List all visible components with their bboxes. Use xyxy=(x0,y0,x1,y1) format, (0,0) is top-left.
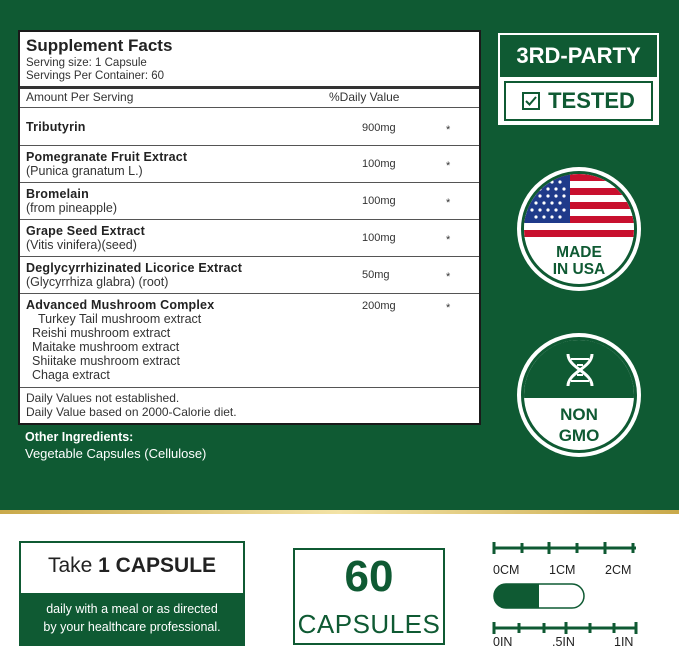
mushroom-item: Turkey Tail mushroom extract xyxy=(38,312,202,326)
ingredient-name: Advanced Mushroom Complex xyxy=(26,298,215,312)
table-row xyxy=(20,108,479,146)
ingredient-dv: * xyxy=(446,197,451,209)
check-icon xyxy=(522,92,540,110)
made-in-usa-text xyxy=(524,244,634,278)
facts-title: Supplement Facts xyxy=(26,36,173,55)
ingredient-name: Deglycyrrhizinated Licorice Extract xyxy=(26,261,243,275)
dosage-line: by your healthcare professional. xyxy=(43,620,221,634)
divider xyxy=(20,86,479,89)
footnote: Daily Value based on 2000-Calorie diet. xyxy=(26,405,237,419)
table-row xyxy=(20,294,479,388)
ingredient-source: (from pineapple) xyxy=(26,201,118,215)
ingredient-amount: 100mg xyxy=(362,158,396,170)
ingredient-source: (Vitis vinifera)(seed) xyxy=(26,238,137,252)
ingredient-name: Tributyrin xyxy=(26,120,86,134)
footnote: Daily Values not established. xyxy=(26,391,180,405)
third-party-label: 3RD-PARTY xyxy=(500,35,657,77)
dosage-heading xyxy=(21,554,243,578)
ingredient-name: Grape Seed Extract xyxy=(26,224,145,238)
table-row xyxy=(20,183,479,220)
other-ingredients-value: Vegetable Capsules (Cellulose) xyxy=(25,446,207,461)
made-label: MADE xyxy=(556,244,602,261)
capsule-size-scale xyxy=(490,540,650,651)
us-flag-icon xyxy=(524,174,634,238)
ingredient-amount: 100mg xyxy=(362,232,396,244)
other-ingredients-heading: Other Ingredients: xyxy=(25,430,134,444)
table-row xyxy=(20,146,479,183)
serving-size: Serving size: 1 Capsule xyxy=(26,57,147,69)
mushroom-item: Reishi mushroom extract xyxy=(32,326,171,340)
tested-label: TESTED xyxy=(548,88,635,113)
dna-icon xyxy=(560,350,600,390)
dosage-amount: 1 CAPSULE xyxy=(98,554,217,577)
ingredient-amount: 100mg xyxy=(362,195,396,207)
ingredient-amount: 900mg xyxy=(362,122,396,134)
ingredient-name: Pomegranate Fruit Extract xyxy=(26,150,188,164)
daily-value-header: %Daily Value xyxy=(329,90,400,104)
table-row xyxy=(20,220,479,257)
capsule-count: 60 xyxy=(344,552,394,601)
ingredient-source: (Punica granatum L.) xyxy=(26,164,143,178)
capsule-icon xyxy=(493,583,585,609)
ingredient-dv: * xyxy=(446,302,451,314)
ingredient-dv: * xyxy=(446,234,451,246)
third-party-tested-badge xyxy=(498,33,659,125)
dosage-prefix: Take xyxy=(47,554,93,577)
scale-label-in: 1IN xyxy=(614,635,634,649)
mushroom-item: Maitake mushroom extract xyxy=(32,340,180,354)
non-gmo-text xyxy=(524,404,634,446)
scale-label-cm: 2CM xyxy=(605,563,632,577)
scale-label-in: 0IN xyxy=(493,635,513,649)
mushroom-item: Chaga extract xyxy=(32,368,110,382)
scale-label-in: .5IN xyxy=(552,635,575,649)
badge-ring xyxy=(521,337,637,453)
ingredient-dv: * xyxy=(446,271,451,283)
capsule-label: CAPSULES xyxy=(297,609,441,639)
tested-box xyxy=(504,81,653,121)
ingredient-source: (Glycyrrhiza glabra) (root) xyxy=(26,275,169,289)
dosage-line: daily with a meal or as directed xyxy=(46,602,218,616)
supplement-facts-panel xyxy=(18,30,481,425)
mushroom-item: Shiitake mushroom extract xyxy=(32,354,180,368)
ingredient-dv: * xyxy=(446,160,451,172)
ingredient-amount: 50mg xyxy=(362,269,390,281)
non-gmo-badge xyxy=(517,333,641,457)
gmo-label: GMO xyxy=(558,426,600,445)
scale-label-cm: 1CM xyxy=(549,563,576,577)
dosage-instructions xyxy=(21,600,243,636)
badge-ring xyxy=(521,171,637,287)
dosage-box xyxy=(19,541,245,646)
divider xyxy=(20,387,479,388)
amount-per-serving-header: Amount Per Serving xyxy=(26,90,134,104)
in-usa-label: IN USA xyxy=(552,261,606,278)
scale-label-cm: 0CM xyxy=(493,563,520,577)
ingredient-dv: * xyxy=(446,124,451,136)
made-in-usa-badge xyxy=(517,167,641,291)
ingredient-name: Bromelain xyxy=(26,187,89,201)
servings-per-container: Servings Per Container: 60 xyxy=(26,70,165,82)
table-row xyxy=(20,257,479,294)
ingredient-amount: 200mg xyxy=(362,300,396,312)
non-label: NON xyxy=(560,405,598,424)
capsule-count-box xyxy=(293,548,445,645)
